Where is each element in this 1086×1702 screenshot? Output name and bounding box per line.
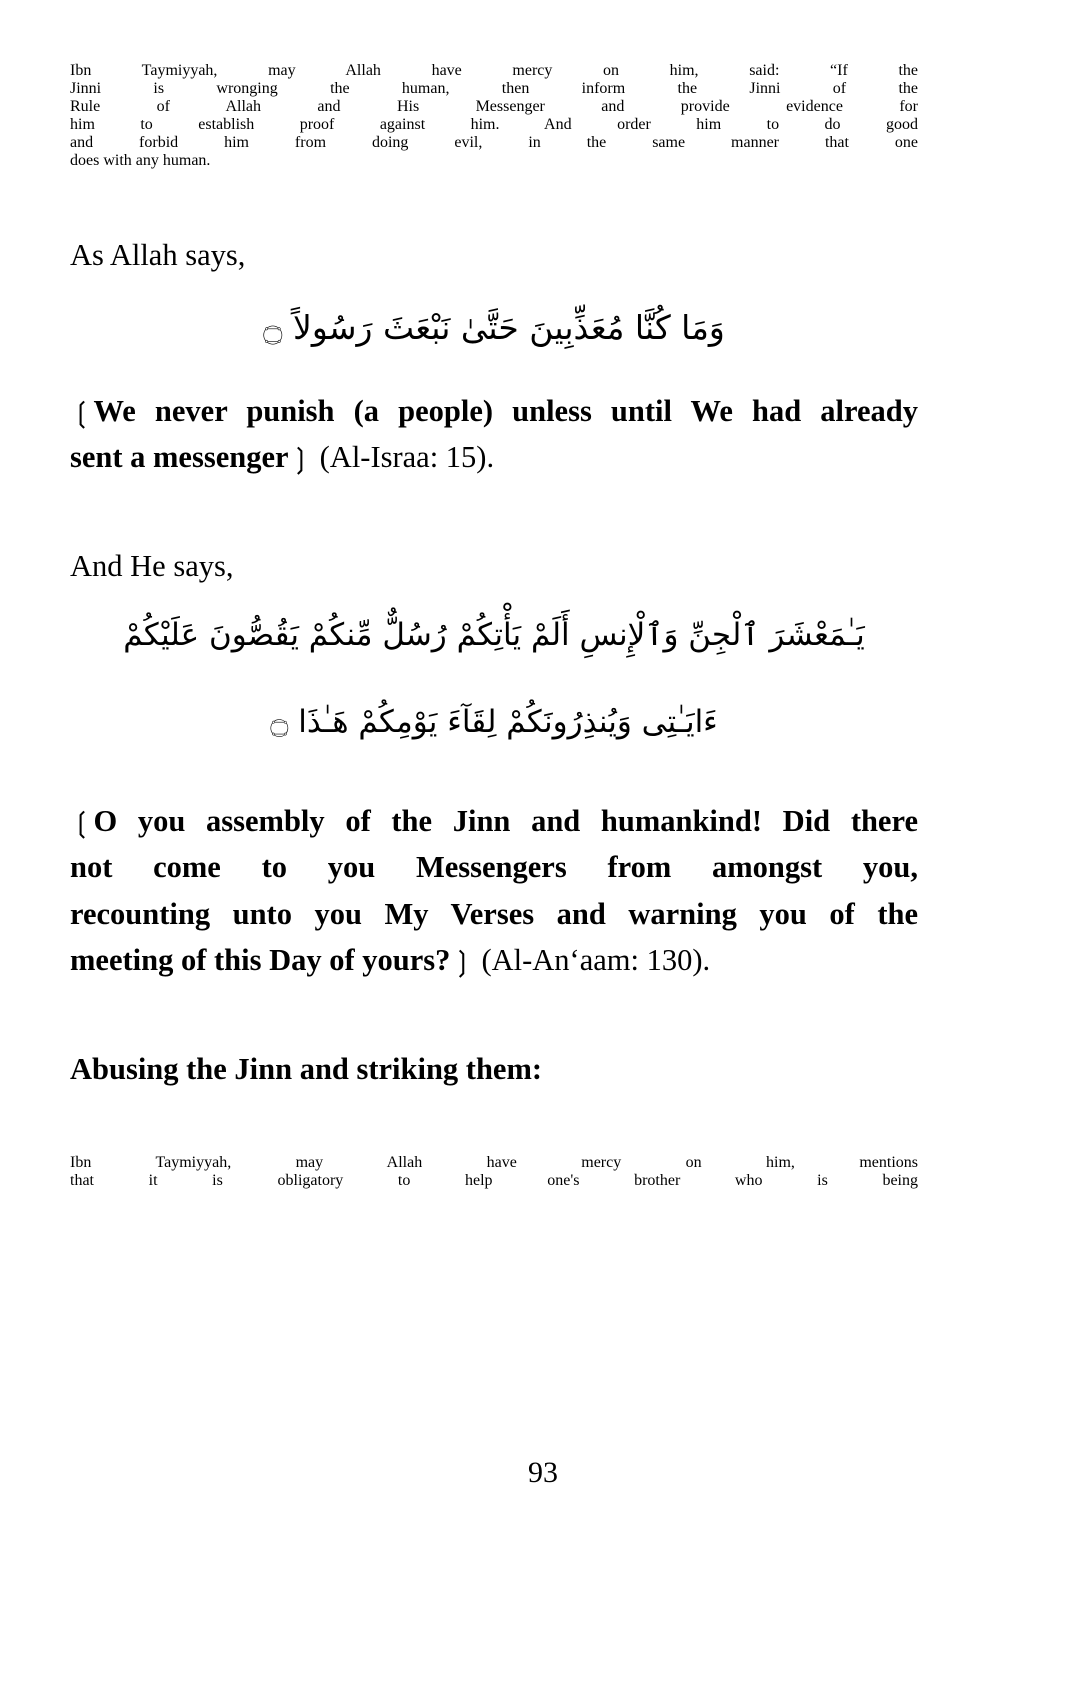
spacer bbox=[70, 358, 918, 388]
translation-line-text: We never punish (a people) unless until We had already bbox=[93, 393, 918, 428]
paragraph-ibn-taymiyyah-quote bbox=[70, 62, 918, 170]
arabic-verse-al-anaam-line-1: يَـٰمَعْشَرَ ٱلْجِنِّ وَٱلْإِنسِ أَلَمْ يَأْتِكُمْ رُسُلٌّ مِّنكُمْ يَقُصُّونَ عَلَيْكُمْ bbox=[123, 617, 865, 654]
spacer bbox=[70, 279, 918, 297]
translation-line bbox=[70, 388, 918, 435]
open-ornamental-bracket-icon: ❲ bbox=[70, 805, 94, 839]
section-heading: Abusing the Jinn and striking them: bbox=[70, 1051, 543, 1086]
translation-line bbox=[70, 937, 918, 984]
lead-in-and-he-says: And He says, bbox=[70, 548, 234, 583]
spacer bbox=[70, 170, 918, 232]
lead-in-as-allah-says: As Allah says, bbox=[70, 238, 246, 272]
close-ornamental-bracket-icon: ❳ bbox=[450, 945, 474, 979]
verse-citation: (Al-Anʻaam: 130). bbox=[473, 943, 711, 978]
spacer bbox=[70, 664, 918, 694]
translation-line bbox=[70, 798, 918, 845]
translation-line-text: sent a messenger bbox=[70, 440, 289, 475]
translation-line-text: O you assembly of the Jinn and humankind! Did there bbox=[93, 803, 918, 838]
spacer bbox=[70, 1092, 918, 1154]
page-content bbox=[70, 62, 918, 1190]
paragraph-line: that it is obligatory to help one's brother who is being bbox=[70, 1172, 918, 1190]
verse-citation: (Al-Israa: 15). bbox=[312, 440, 495, 475]
spacer bbox=[70, 589, 918, 607]
translation-al-anaam bbox=[70, 798, 918, 984]
spacer bbox=[70, 481, 918, 543]
spacer bbox=[70, 752, 918, 798]
arabic-verse-al-anaam-line-2: ءَايَـٰتِى وَيُنذِرُونَكُمْ لِقَآءَ يَوْمِكُمْ هَـٰذَا ۝ bbox=[270, 704, 718, 741]
translation-line: not come to you Messengers from amongst you, bbox=[70, 850, 918, 885]
translation-al-israa bbox=[70, 388, 918, 481]
paragraph-line: Rule of Allah and His Messenger and provide evidence for bbox=[70, 98, 918, 115]
translation-line: recounting unto you My Verses and warning you of the bbox=[70, 896, 918, 931]
translation-line-text: meeting of this Day of yours? bbox=[70, 943, 451, 978]
paragraph-line: Ibn Taymiyyah, may Allah have mercy on him, said: “If the bbox=[70, 62, 918, 79]
open-ornamental-bracket-icon: ❲ bbox=[70, 395, 94, 429]
close-ornamental-bracket-icon: ❳ bbox=[288, 442, 313, 476]
paragraph-line: does with any human. bbox=[70, 152, 211, 169]
arabic-verse-al-israa: وَمَا كُنَّا مُعَذِّبِينَ حَتَّىٰ نَبْعَثَ رَسُولاً ۝ bbox=[263, 307, 725, 347]
paragraph-line: Jinni is wronging the human, then inform the Jinni of the bbox=[70, 80, 918, 97]
paragraph-line: Ibn Taymiyyah, may Allah have mercy on him, mentions bbox=[70, 1154, 918, 1172]
paragraph-line: and forbid him from doing evil, in the same manner that one bbox=[70, 134, 918, 151]
translation-line bbox=[70, 434, 918, 481]
paragraph-abusing-the-jinn bbox=[70, 1154, 918, 1190]
spacer bbox=[70, 984, 918, 1046]
page-number: 93 bbox=[528, 1456, 558, 1489]
paragraph-line: him to establish proof against him. And order him to do good bbox=[70, 116, 918, 133]
